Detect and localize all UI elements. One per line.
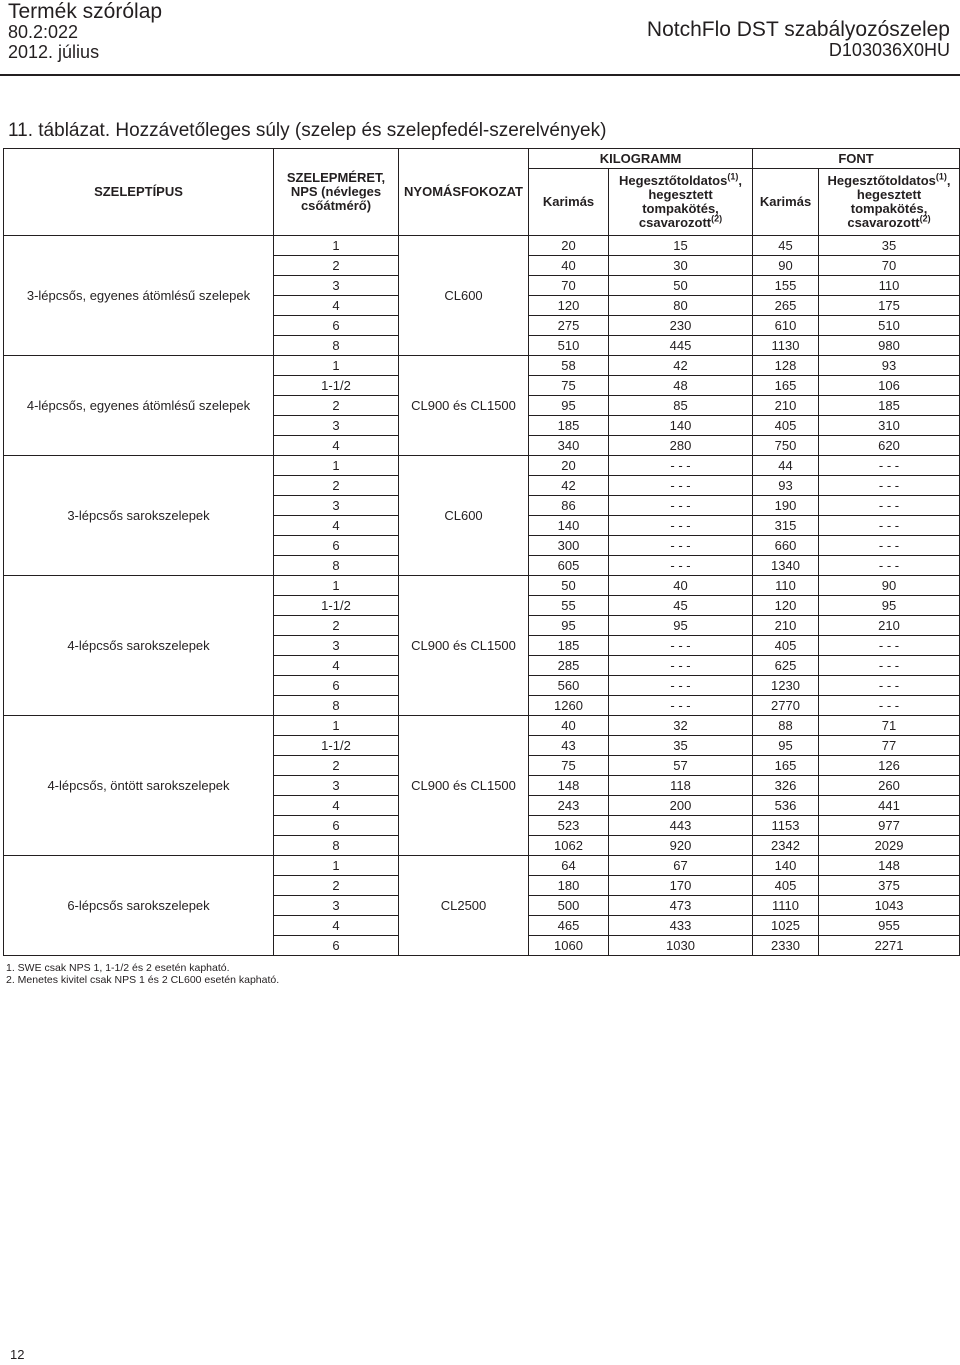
size-cell: 3 — [274, 776, 399, 796]
size-cell: 2 — [274, 756, 399, 776]
lb-welded-cell: - - - — [819, 636, 960, 656]
kg-flanged-cell: 20 — [529, 236, 609, 256]
size-cell: 1 — [274, 716, 399, 736]
lb-flanged-cell: 1130 — [753, 336, 819, 356]
kg-flanged-cell: 285 — [529, 656, 609, 676]
lb-welded-cell: 375 — [819, 876, 960, 896]
lb-flanged-cell: 1110 — [753, 896, 819, 916]
lb-flanged-cell: 2330 — [753, 936, 819, 956]
lb-welded-cell: 310 — [819, 416, 960, 436]
kg-welded-cell: 473 — [609, 896, 753, 916]
valve-type-cell: 3-lépcsős sarokszelepek — [4, 456, 274, 576]
kg-flanged-cell: 243 — [529, 796, 609, 816]
size-cell: 8 — [274, 336, 399, 356]
kg-welded-cell: - - - — [609, 516, 753, 536]
kg-flanged-cell: 95 — [529, 396, 609, 416]
table-row — [4, 456, 960, 476]
size-cell: 2 — [274, 396, 399, 416]
size-cell: 8 — [274, 556, 399, 576]
lb-welded-cell: 77 — [819, 736, 960, 756]
kg-flanged-cell: 75 — [529, 756, 609, 776]
lb-welded-cell: 260 — [819, 776, 960, 796]
lb-welded-cell: - - - — [819, 456, 960, 476]
footnote-2: 2. Menetes kivitel csak NPS 1 és 2 CL600 esetén kapható. — [6, 974, 280, 986]
size-cell: 1 — [274, 856, 399, 876]
kg-welded-cell: 230 — [609, 316, 753, 336]
kg-flanged-cell: 1060 — [529, 936, 609, 956]
kg-welded-cell: 40 — [609, 576, 753, 596]
size-cell: 4 — [274, 436, 399, 456]
doc-type: Termék szórólap — [8, 0, 163, 23]
lb-welded-cell: 175 — [819, 296, 960, 316]
kg-welded-cell: - - - — [609, 656, 753, 676]
lb-welded-cell: - - - — [819, 516, 960, 536]
kg-welded-cell: 67 — [609, 856, 753, 876]
lb-welded-cell: - - - — [819, 656, 960, 676]
kg-welded-cell: 443 — [609, 816, 753, 836]
col-header-lb-welded: Hegesztőtoldatos$^{(1)}$, hegesztett tompakötés, csavarozott$^{(2)}$ — [819, 169, 960, 236]
kg-flanged-cell: 95 — [529, 616, 609, 636]
doc-id: D103036X0HU — [828, 40, 950, 60]
pressure-class-cell: CL600 — [399, 456, 529, 576]
kg-welded-cell: 140 — [609, 416, 753, 436]
lb-flanged-cell: 1153 — [753, 816, 819, 836]
pressure-class-cell: CL600 — [399, 236, 529, 356]
table-row — [4, 576, 960, 596]
lb-flanged-cell: 45 — [753, 236, 819, 256]
lb-flanged-cell: 536 — [753, 796, 819, 816]
lb-welded-cell: 70 — [819, 256, 960, 276]
kg-flanged-cell: 510 — [529, 336, 609, 356]
kg-flanged-cell: 40 — [529, 256, 609, 276]
kg-welded-cell: 920 — [609, 836, 753, 856]
page-number: 12 — [10, 1347, 25, 1362]
size-cell: 4 — [274, 916, 399, 936]
lb-welded-cell: 2271 — [819, 936, 960, 956]
lb-welded-cell: 441 — [819, 796, 960, 816]
kg-welded-cell: - - - — [609, 676, 753, 696]
kg-flanged-cell: 185 — [529, 416, 609, 436]
kg-flanged-cell: 180 — [529, 876, 609, 896]
size-cell: 1 — [274, 576, 399, 596]
size-cell: 1 — [274, 456, 399, 476]
kg-flanged-cell: 560 — [529, 676, 609, 696]
table-row — [4, 856, 960, 876]
kg-flanged-cell: 55 — [529, 596, 609, 616]
lb-welded-cell: 955 — [819, 916, 960, 936]
kg-welded-cell: 1030 — [609, 936, 753, 956]
kg-welded-cell: 30 — [609, 256, 753, 276]
kg-flanged-cell: 40 — [529, 716, 609, 736]
lb-welded-cell: - - - — [819, 496, 960, 516]
lb-flanged-cell: 405 — [753, 416, 819, 436]
lb-welded-cell: 977 — [819, 816, 960, 836]
kg-flanged-cell: 75 — [529, 376, 609, 396]
kg-flanged-cell: 140 — [529, 516, 609, 536]
lb-flanged-cell: 128 — [753, 356, 819, 376]
kg-welded-cell: 48 — [609, 376, 753, 396]
lb-welded-cell: 2029 — [819, 836, 960, 856]
lb-flanged-cell: 750 — [753, 436, 819, 456]
lb-welded-cell: 1043 — [819, 896, 960, 916]
kg-welded-cell: 170 — [609, 876, 753, 896]
lb-welded-cell: 148 — [819, 856, 960, 876]
lb-flanged-cell: 265 — [753, 296, 819, 316]
kg-welded-cell: 433 — [609, 916, 753, 936]
kg-welded-cell: 32 — [609, 716, 753, 736]
table-row — [4, 236, 960, 256]
kg-welded-cell: 45 — [609, 596, 753, 616]
lb-flanged-cell: 326 — [753, 776, 819, 796]
lb-flanged-cell: 210 — [753, 396, 819, 416]
pressure-class-cell: CL900 és CL1500 — [399, 356, 529, 456]
size-cell: 3 — [274, 636, 399, 656]
kg-flanged-cell: 340 — [529, 436, 609, 456]
lb-flanged-cell: 315 — [753, 516, 819, 536]
lb-flanged-cell: 190 — [753, 496, 819, 516]
lb-flanged-cell: 120 — [753, 596, 819, 616]
kg-welded-cell: - - - — [609, 456, 753, 476]
size-cell: 1 — [274, 356, 399, 376]
size-cell: 3 — [274, 896, 399, 916]
lb-welded-cell: - - - — [819, 476, 960, 496]
lb-flanged-cell: 1340 — [753, 556, 819, 576]
lb-flanged-cell: 140 — [753, 856, 819, 876]
lb-flanged-cell: 88 — [753, 716, 819, 736]
kg-welded-cell: - - - — [609, 696, 753, 716]
lb-flanged-cell: 2770 — [753, 696, 819, 716]
kg-welded-cell: 280 — [609, 436, 753, 456]
lb-flanged-cell: 405 — [753, 636, 819, 656]
lb-flanged-cell: 210 — [753, 616, 819, 636]
lb-welded-cell: 210 — [819, 616, 960, 636]
kg-welded-cell: 118 — [609, 776, 753, 796]
size-cell: 3 — [274, 276, 399, 296]
size-cell: 2 — [274, 876, 399, 896]
col-header-lb: FONT — [753, 149, 960, 169]
lb-welded-cell: 71 — [819, 716, 960, 736]
lb-flanged-cell: 90 — [753, 256, 819, 276]
kg-flanged-cell: 500 — [529, 896, 609, 916]
kg-welded-cell: 42 — [609, 356, 753, 376]
kg-welded-cell: 50 — [609, 276, 753, 296]
kg-flanged-cell: 523 — [529, 816, 609, 836]
kg-welded-cell: 15 — [609, 236, 753, 256]
lb-flanged-cell: 165 — [753, 756, 819, 776]
lb-welded-cell: 510 — [819, 316, 960, 336]
kg-flanged-cell: 70 — [529, 276, 609, 296]
kg-flanged-cell: 42 — [529, 476, 609, 496]
col-header-lb-flanged: Karimás — [753, 169, 819, 236]
col-header-size: SZELEPMÉRET, NPS (névleges csőátmérő) — [274, 149, 399, 236]
col-header-kg: KILOGRAMM — [529, 149, 753, 169]
kg-flanged-cell: 120 — [529, 296, 609, 316]
kg-welded-cell: - - - — [609, 536, 753, 556]
header-left — [8, 2, 162, 62]
weights-table-body — [4, 236, 960, 956]
size-cell: 6 — [274, 536, 399, 556]
size-cell: 6 — [274, 816, 399, 836]
kg-flanged-cell: 300 — [529, 536, 609, 556]
valve-type-cell: 6-lépcsős sarokszelepek — [4, 856, 274, 956]
lb-welded-cell: 95 — [819, 596, 960, 616]
lb-welded-cell: 620 — [819, 436, 960, 456]
footnotes — [6, 962, 279, 986]
lb-flanged-cell: 165 — [753, 376, 819, 396]
header-right — [647, 20, 950, 60]
lb-flanged-cell: 93 — [753, 476, 819, 496]
table-caption: 11. táblázat. Hozzávetőleges súly (szelep és szelepfedél-szerelvények) — [8, 120, 607, 141]
size-cell: 2 — [274, 476, 399, 496]
size-cell: 2 — [274, 256, 399, 276]
lb-flanged-cell: 1025 — [753, 916, 819, 936]
size-cell: 2 — [274, 616, 399, 636]
col-header-pressure: NYOMÁSFOKOZAT — [399, 149, 529, 236]
size-cell: 4 — [274, 796, 399, 816]
kg-flanged-cell: 64 — [529, 856, 609, 876]
kg-welded-cell: 80 — [609, 296, 753, 316]
doc-number: 80.2:022 — [8, 22, 79, 42]
weights-table — [3, 148, 960, 956]
lb-flanged-cell: 155 — [753, 276, 819, 296]
kg-flanged-cell: 1062 — [529, 836, 609, 856]
kg-flanged-cell: 58 — [529, 356, 609, 376]
valve-type-cell: 3-lépcsős, egyenes átömlésű szelepek — [4, 236, 274, 356]
kg-flanged-cell: 86 — [529, 496, 609, 516]
footnote-1: 1. SWE csak NPS 1, 1-1/2 és 2 esetén kapható. — [6, 962, 230, 974]
kg-flanged-cell: 605 — [529, 556, 609, 576]
kg-flanged-cell: 20 — [529, 456, 609, 476]
table-row — [4, 356, 960, 376]
product-title: NotchFlo DST szabályozószelep — [646, 18, 950, 41]
kg-welded-cell: 57 — [609, 756, 753, 776]
lb-welded-cell: 980 — [819, 336, 960, 356]
kg-welded-cell: 200 — [609, 796, 753, 816]
size-cell: 1 — [274, 236, 399, 256]
kg-flanged-cell: 465 — [529, 916, 609, 936]
lb-welded-cell: - - - — [819, 696, 960, 716]
header-divider — [0, 74, 960, 76]
lb-flanged-cell: 95 — [753, 736, 819, 756]
lb-welded-cell: 93 — [819, 356, 960, 376]
lb-flanged-cell: 660 — [753, 536, 819, 556]
size-cell: 3 — [274, 496, 399, 516]
kg-welded-cell: 35 — [609, 736, 753, 756]
lb-welded-cell: 126 — [819, 756, 960, 776]
size-cell: 1-1/2 — [274, 376, 399, 396]
lb-welded-cell: - - - — [819, 536, 960, 556]
size-cell: 6 — [274, 936, 399, 956]
lb-welded-cell: 90 — [819, 576, 960, 596]
col-header-kg-flanged: Karimás — [529, 169, 609, 236]
valve-type-cell: 4-lépcsős sarokszelepek — [4, 576, 274, 716]
lb-welded-cell: - - - — [819, 556, 960, 576]
size-cell: 6 — [274, 676, 399, 696]
size-cell: 6 — [274, 316, 399, 336]
kg-welded-cell: - - - — [609, 476, 753, 496]
lb-flanged-cell: 610 — [753, 316, 819, 336]
col-header-kg-welded: Hegesztőtoldatos$^{(1)}$, hegesztett tompakötés, csavarozott$^{(2)}$ — [609, 169, 753, 236]
size-cell: 4 — [274, 516, 399, 536]
lb-welded-cell: 35 — [819, 236, 960, 256]
kg-welded-cell: 95 — [609, 616, 753, 636]
lb-welded-cell: 110 — [819, 276, 960, 296]
size-cell: 1-1/2 — [274, 596, 399, 616]
size-cell: 8 — [274, 696, 399, 716]
table-row — [4, 716, 960, 736]
kg-flanged-cell: 1260 — [529, 696, 609, 716]
lb-flanged-cell: 1230 — [753, 676, 819, 696]
kg-welded-cell: - - - — [609, 636, 753, 656]
kg-welded-cell: 445 — [609, 336, 753, 356]
kg-welded-cell: 85 — [609, 396, 753, 416]
lb-flanged-cell: 44 — [753, 456, 819, 476]
kg-welded-cell: - - - — [609, 556, 753, 576]
lb-welded-cell: 185 — [819, 396, 960, 416]
size-cell: 1-1/2 — [274, 736, 399, 756]
lb-flanged-cell: 405 — [753, 876, 819, 896]
lb-welded-cell: 106 — [819, 376, 960, 396]
lb-welded-cell: - - - — [819, 676, 960, 696]
kg-flanged-cell: 275 — [529, 316, 609, 336]
size-cell: 8 — [274, 836, 399, 856]
kg-flanged-cell: 185 — [529, 636, 609, 656]
kg-flanged-cell: 50 — [529, 576, 609, 596]
pressure-class-cell: CL2500 — [399, 856, 529, 956]
kg-flanged-cell: 43 — [529, 736, 609, 756]
valve-type-cell: 4-lépcsős, öntött sarokszelepek — [4, 716, 274, 856]
size-cell: 4 — [274, 656, 399, 676]
valve-type-cell: 4-lépcsős, egyenes átömlésű szelepek — [4, 356, 274, 456]
pressure-class-cell: CL900 és CL1500 — [399, 576, 529, 716]
lb-flanged-cell: 625 — [753, 656, 819, 676]
pressure-class-cell: CL900 és CL1500 — [399, 716, 529, 856]
size-cell: 3 — [274, 416, 399, 436]
kg-welded-cell: - - - — [609, 496, 753, 516]
lb-flanged-cell: 2342 — [753, 836, 819, 856]
lb-flanged-cell: 110 — [753, 576, 819, 596]
doc-date: 2012. július — [8, 42, 100, 62]
size-cell: 4 — [274, 296, 399, 316]
col-header-valve-type: SZELEPTÍPUS — [4, 149, 274, 236]
kg-flanged-cell: 148 — [529, 776, 609, 796]
